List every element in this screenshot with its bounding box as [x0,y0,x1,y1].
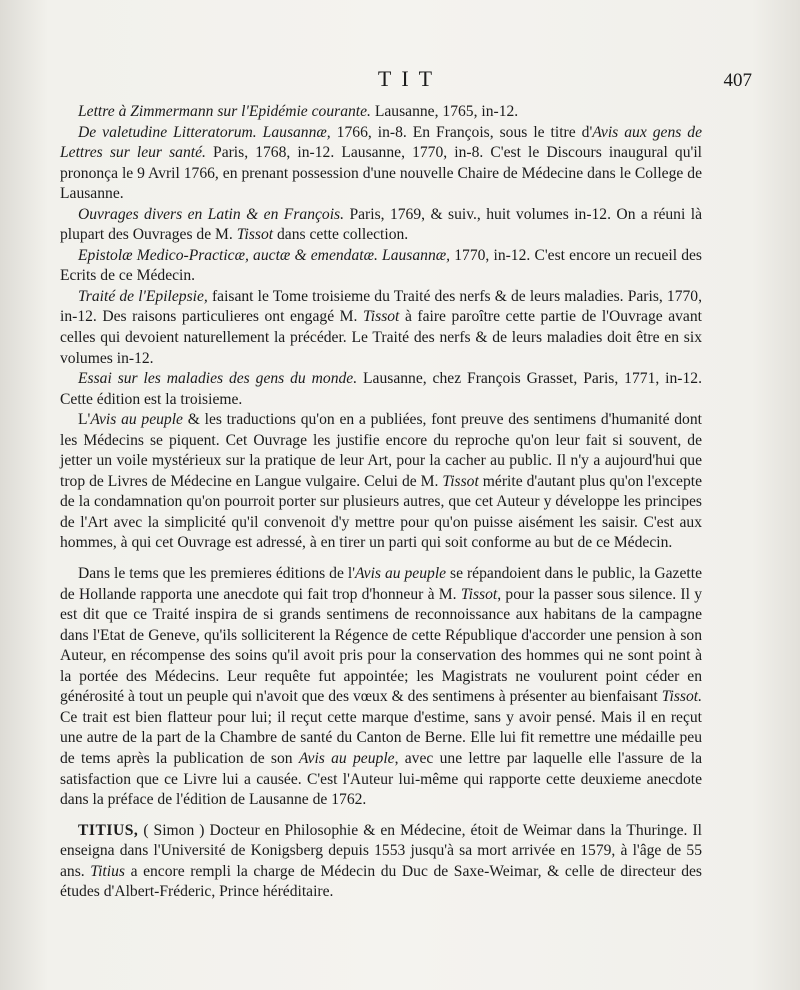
entry-name: TITIUS, [78,821,139,839]
page-body [60,102,702,903]
page-number: 407 [723,70,752,91]
entry-traite-epilepsie: Traité de l'Epilepsie, faisant le Tome troisieme du Traité des nerfs & de leurs maladies. Paris, 1770, in-12. Des raisons particulieres ont engagé M. Tissot à faire paroître cette partie de l'Ouvrage avant celles qui devoient naturellement la précéder. Le Traité des nerfs & de leurs maladies doit être en six volumes in-12. [60,287,702,367]
entry-ouvrages-divers: Ouvrages divers en Latin & en François. Paris, 1769, & suiv., huit volumes in-12. On a réuni là plupart des Ouvrages de M. Tissot dans cette collection. [60,205,702,244]
entry-avis-au-peuple: L'Avis au peuple & les traductions qu'on en a publiées, font preuve des sentimens d'humanité dont les Médecins se piquent. Cet Ouvrage les justifie encore du reproche qu'on leur fait si souvent, de jetter un voile mystérieux sur la pratique de leur Art, pour la cacher au public. Il n'y a aujourd'hui que trop de Livres de Médecine en Langue vulgaire. Celui de M. Tissot mérite d'autant plus qu'on l'excepte de la condamnation qu'on pourroit porter sur plusieurs autres, que cet Auteur y développe les principes de l'Art avec la simplicité qu'il convenoit d'y mettre pour qu'on puisse aisément les saisir. C'est aux hommes, à qui cet Ouvrage est adressé, à en tirer un parti qui soit conforme au but de ce Médecin. [60,411,702,552]
entry-lettre-zimmermann: Lettre à Zimmermann sur l'Epidémie courante. Lausanne, 1765, in-12. [78,103,519,120]
entry-de-valetudine: De valetudine Litteratorum. Lausannæ, 1766, in-8. En François, sous le titre d'Avis aux gens de Lettres sur leur santé. Paris, 1768, in-12. Lausanne, 1770, in-8. C'est le Discours inaugural qu'il prononça le 9 Avril 1766, en prenant possession d'une nouvelle Chaire de Médecine dans le College de Lausanne. [60,123,703,203]
page-header [60,62,760,94]
anecdote-paragraph: Dans le tems que les premieres éditions de l'Avis au peuple se répandoient dans le public, la Gazette de Hollande rapporta une anecdote qui fait trop d'honneur à M. Tissot, pour la passer sous silence. Il y est dit que ce Traité inspira de si grands sentimens de reconnoissance aux habitans de la campagne dans l'Etat de Geneve, qu'ils solliciterent la Régence de cette République d'accorder une pension à son Auteur, en récompense des soins qu'il avoit pris pour la conservation des hommes qui ne sont point à la portée des Médecins. Leur requête fut appointée; les Magistrats ne voulurent point céder en générosité à tout un peuple qui n'avoit que des vœux & des sentimens à présenter au bienfaisant Tissot. Ce trait est bien flatteur pour lui; il reçut cette marque d'estime, sans y avoir pensé. Mais il en reçut une autre de la part de la Chambre de santé du Canton de Berne. Elle lui fit remettre une médaille peu de tems après la publication de son Avis au peuple, avec une lettre par laquelle elle l'assure de la satisfaction que ce Livre lui a causée. C'est l'Auteur lui-même qui rapporte cette deuxieme anecdote dans la préface de l'édition de Lausanne de 1762. [60,565,702,809]
biography-titius: TITIUS, ( Simon ) Docteur en Philosophie & en Médecine, étoit de Weimar dans la Thuringe. Il enseigna dans l'Université de Konigsberg depuis 1553 jusqu'à sa mort arrivée en 1579, à l'âge de 55 ans. Titius a encore rempli la charge de Médecin du Duc de Saxe-Weimar, & celle de directeur des études d'Albert-Fréderic, Prince héréditaire. [60,821,702,901]
running-head: TIT [377,66,443,91]
entry-essai-maladies: Essai sur les maladies des gens du monde. Lausanne, chez François Grasset, Paris, 1771, in-12. Cette édition est la troisieme. [60,370,702,408]
entry-epistolae: Epistolæ Medico-Practicæ, auctæ & emendatæ. Lausannæ, 1770, in-12. C'est encore un recueil des Ecrits de ce Médecin. [60,246,702,285]
